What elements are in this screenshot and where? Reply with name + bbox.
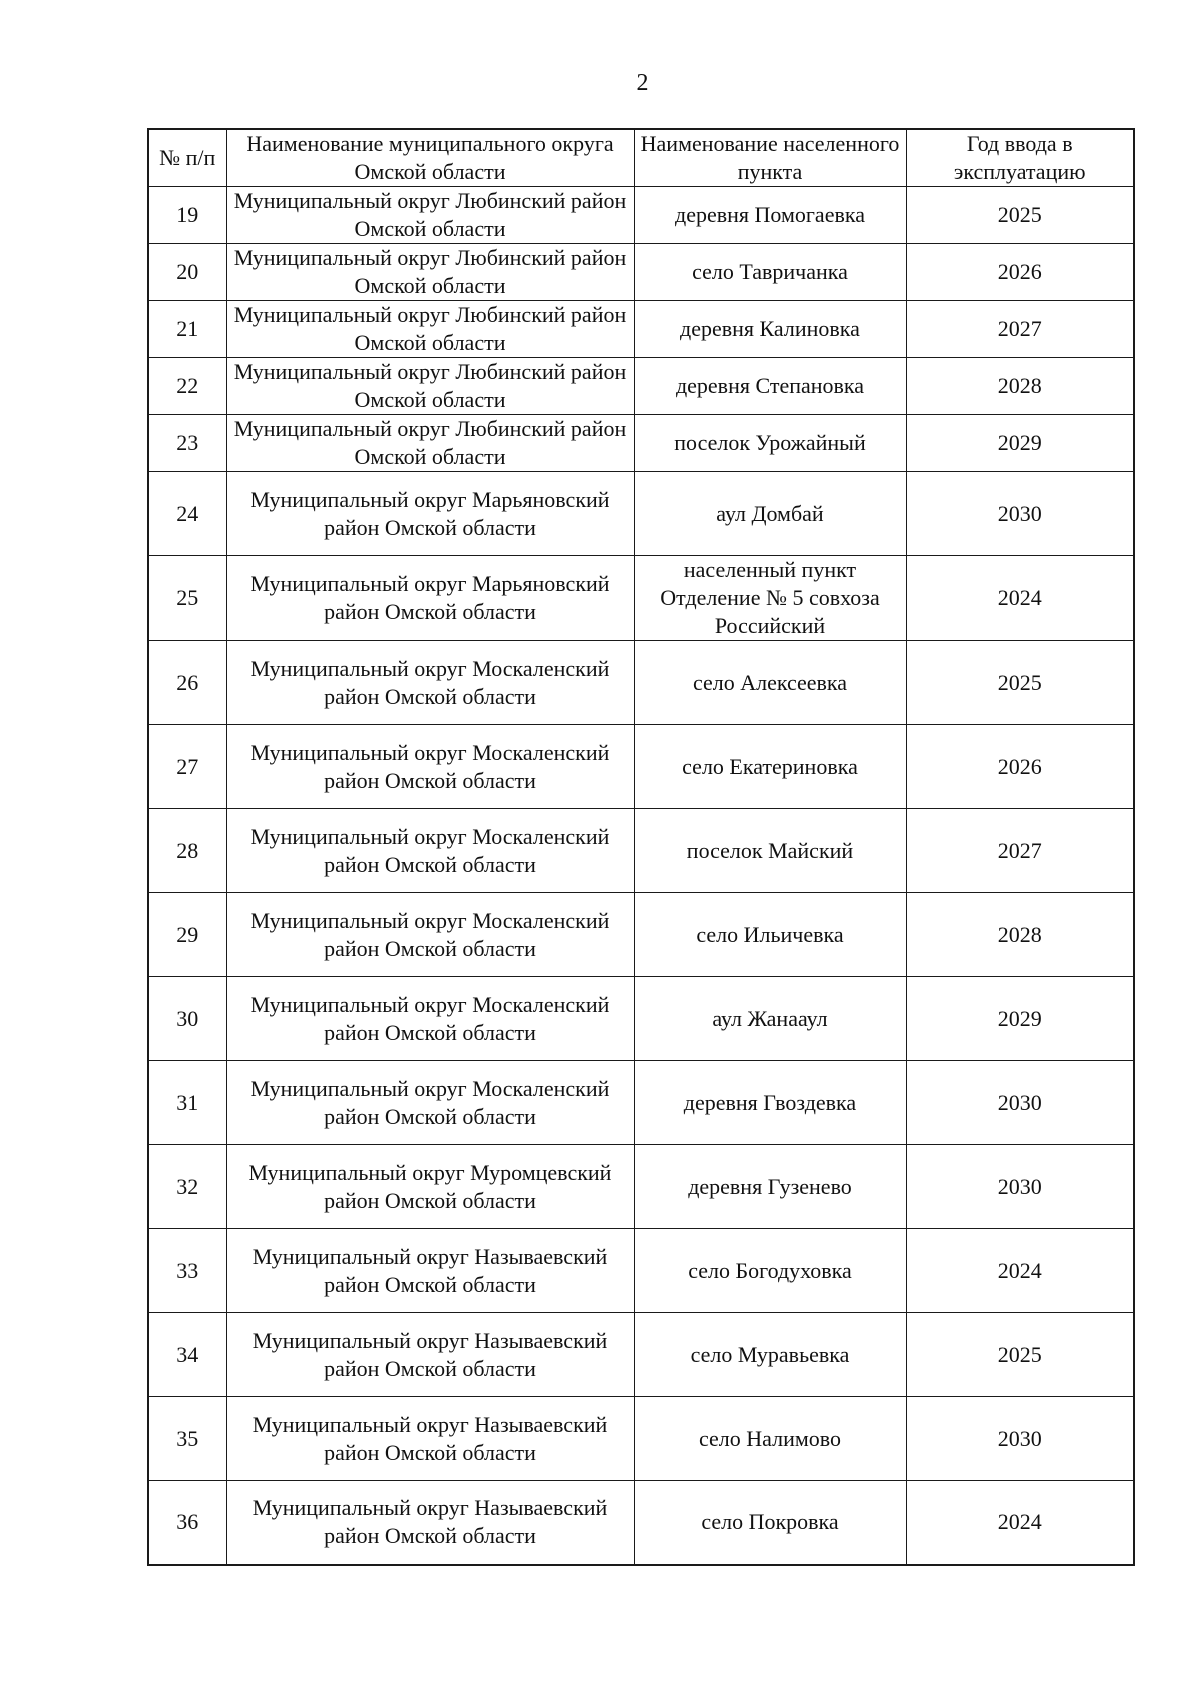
row-settlement: населенный пункт Отделение № 5 совхоза Российский xyxy=(634,556,906,641)
row-settlement: деревня Гвоздевка xyxy=(634,1061,906,1145)
row-number: 26 xyxy=(148,641,226,725)
row-year: 2029 xyxy=(906,415,1134,472)
row-number: 21 xyxy=(148,301,226,358)
row-number: 23 xyxy=(148,415,226,472)
row-year: 2030 xyxy=(906,1145,1134,1229)
table-row xyxy=(148,893,1134,977)
row-year: 2027 xyxy=(906,301,1134,358)
row-settlement: село Покровка xyxy=(634,1481,906,1565)
row-okrug: Муниципальный округ Москаленский район Омской области xyxy=(226,977,634,1061)
row-okrug: Муниципальный округ Любинский район Омской области xyxy=(226,415,634,472)
table-row xyxy=(148,809,1134,893)
row-okrug: Муниципальный округ Москаленский район Омской области xyxy=(226,641,634,725)
row-settlement: село Богодуховка xyxy=(634,1229,906,1313)
header-okrug: Наименование муниципального округа Омской области xyxy=(226,129,634,187)
row-year: 2028 xyxy=(906,893,1134,977)
row-year: 2029 xyxy=(906,977,1134,1061)
row-okrug: Муниципальный округ Называевский район Омской области xyxy=(226,1229,634,1313)
row-settlement: село Муравьевка xyxy=(634,1313,906,1397)
row-year: 2025 xyxy=(906,641,1134,725)
table-row xyxy=(148,1313,1134,1397)
row-number: 29 xyxy=(148,893,226,977)
table-row xyxy=(148,187,1134,244)
row-number: 27 xyxy=(148,725,226,809)
row-year: 2030 xyxy=(906,472,1134,556)
row-settlement: аул Жанааул xyxy=(634,977,906,1061)
table-row xyxy=(148,977,1134,1061)
row-okrug: Муниципальный округ Любинский район Омской области xyxy=(226,187,634,244)
table-row xyxy=(148,472,1134,556)
row-settlement: деревня Степановка xyxy=(634,358,906,415)
row-number: 33 xyxy=(148,1229,226,1313)
row-number: 31 xyxy=(148,1061,226,1145)
table-row xyxy=(148,556,1134,641)
row-okrug: Муниципальный округ Любинский район Омской области xyxy=(226,244,634,301)
row-settlement: деревня Помогаевка xyxy=(634,187,906,244)
table-row xyxy=(148,1481,1134,1565)
table-row xyxy=(148,641,1134,725)
row-year: 2028 xyxy=(906,358,1134,415)
row-year: 2025 xyxy=(906,1313,1134,1397)
row-okrug: Муниципальный округ Называевский район Омской области xyxy=(226,1397,634,1481)
row-year: 2026 xyxy=(906,725,1134,809)
row-number: 35 xyxy=(148,1397,226,1481)
row-okrug: Муниципальный округ Называевский район Омской области xyxy=(226,1313,634,1397)
table-row xyxy=(148,1145,1134,1229)
row-year: 2027 xyxy=(906,809,1134,893)
row-settlement: село Екатериновка xyxy=(634,725,906,809)
row-settlement: деревня Калиновка xyxy=(634,301,906,358)
row-year: 2024 xyxy=(906,1229,1134,1313)
row-settlement: поселок Майский xyxy=(634,809,906,893)
table-row xyxy=(148,301,1134,358)
row-number: 36 xyxy=(148,1481,226,1565)
row-year: 2030 xyxy=(906,1397,1134,1481)
header-year: Год ввода в эксплуатацию xyxy=(906,129,1134,187)
table-row xyxy=(148,1061,1134,1145)
row-okrug: Муниципальный округ Марьяновский район Омской области xyxy=(226,472,634,556)
row-okrug: Муниципальный округ Москаленский район Омской области xyxy=(226,893,634,977)
row-okrug: Муниципальный округ Называевский район Омской области xyxy=(226,1481,634,1565)
row-settlement: деревня Гузенево xyxy=(634,1145,906,1229)
row-year: 2024 xyxy=(906,1481,1134,1565)
row-settlement: село Налимово xyxy=(634,1397,906,1481)
row-number: 32 xyxy=(148,1145,226,1229)
row-okrug: Муниципальный округ Муромцевский район Омской области xyxy=(226,1145,634,1229)
row-year: 2025 xyxy=(906,187,1134,244)
row-number: 25 xyxy=(148,556,226,641)
row-number: 30 xyxy=(148,977,226,1061)
row-number: 34 xyxy=(148,1313,226,1397)
page-number: 2 xyxy=(636,70,649,96)
row-okrug: Муниципальный округ Москаленский район Омской области xyxy=(226,725,634,809)
row-year: 2030 xyxy=(906,1061,1134,1145)
row-okrug: Муниципальный округ Любинский район Омской области xyxy=(226,358,634,415)
settlements-table xyxy=(147,128,1135,1566)
row-settlement: аул Домбай xyxy=(634,472,906,556)
row-okrug: Муниципальный округ Любинский район Омской области xyxy=(226,301,634,358)
row-settlement: поселок Урожайный xyxy=(634,415,906,472)
row-okrug: Муниципальный округ Москаленский район Омской области xyxy=(226,1061,634,1145)
table-row xyxy=(148,415,1134,472)
table-row xyxy=(148,244,1134,301)
table-row xyxy=(148,358,1134,415)
table-row xyxy=(148,1229,1134,1313)
header-number: № п/п xyxy=(148,129,226,187)
table-header-row xyxy=(148,129,1134,187)
table-row xyxy=(148,725,1134,809)
row-number: 24 xyxy=(148,472,226,556)
row-year: 2026 xyxy=(906,244,1134,301)
row-settlement: село Алексеевка xyxy=(634,641,906,725)
header-settlement: Наименование населенного пункта xyxy=(634,129,906,187)
row-year: 2024 xyxy=(906,556,1134,641)
row-number: 22 xyxy=(148,358,226,415)
table-row xyxy=(148,1397,1134,1481)
row-okrug: Муниципальный округ Москаленский район Омской области xyxy=(226,809,634,893)
row-okrug: Муниципальный округ Марьяновский район Омской области xyxy=(226,556,634,641)
row-number: 19 xyxy=(148,187,226,244)
row-settlement: село Ильичевка xyxy=(634,893,906,977)
row-number: 28 xyxy=(148,809,226,893)
row-number: 20 xyxy=(148,244,226,301)
row-settlement: село Тавричанка xyxy=(634,244,906,301)
